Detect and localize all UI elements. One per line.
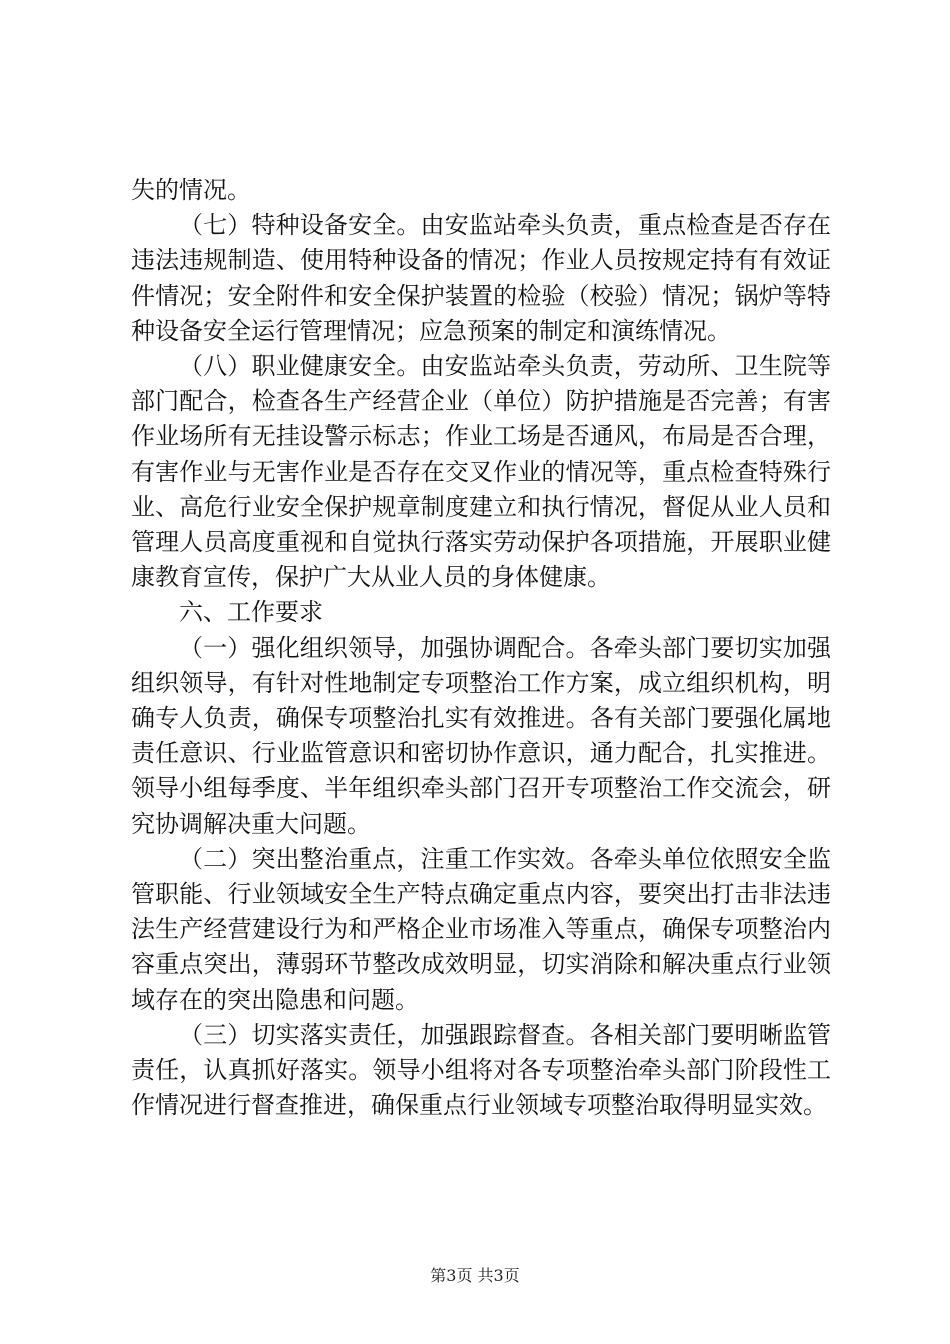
section-heading-work-requirements: 六、工作要求 xyxy=(179,598,323,627)
paragraph-key-rectification: （二）突出整治重点，注重工作实效。各牵头单位依照安全监管职能、行业领域安全生产特点确定重点内容，要突出打击非法违法生产经营建设行为和严格企业市场准入等重点，确保专项整治内容重点突出，薄弱环节整改成效明显，切实消除和解决重点行业领域存在的突出隐患和问题。 xyxy=(131,844,831,1014)
paragraph-special-equipment-safety: （七）特种设备安全。由安监站牵头负责，重点检查是否存在违法违规制造、使用特种设备的情况；作业人员按规定持有有效证件情况；安全附件和安全保护装置的检验（校验）情况；锅炉等特种设备安全运行管理情况；应急预案的制定和演练情况。 xyxy=(131,211,831,345)
paragraph-continuation: 失的情况。 xyxy=(131,176,251,204)
paragraph-occupational-health-safety: （八）职业健康安全。由安监站牵头负责，劳动所、卫生院等部门配合，检查各生产经营企业（单位）防护措施是否完善；有害作业场所有无挂设警示标志；作业工场是否通风，布局是否合理，有害作业与无害作业是否存在交叉作业的情况等，重点检查特殊行业、高危行业安全保护规章制度建立和执行情况，督促从业人员和管理人员高度重视和自觉执行落实劳动保护各项措施，开展职业健康教育宣传，保护广大从业人员的身体健康。 xyxy=(131,352,831,592)
page-number-footer: 第3页 共3页 xyxy=(430,1266,520,1285)
paragraph-organization-leadership: （一）强化组织领导，加强协调配合。各牵头部门要切实加强组织领导，有针对性地制定专项整治工作方案，成立组织机构，明确专人负责，确保专项整治扎实有效推进。各有关部门要强化属地责任意识、行业监管意识和密切协作意识，通力配合，扎实推进。领导小组每季度、半年组织牵头部门召开专项整治工作交流会，研究协调解决重大问题。 xyxy=(131,633,831,838)
paragraph-responsibility-supervision: （三）切实落实责任，加强跟踪督查。各相关部门要明晰监管责任，认真抓好落实。领导小组将对各专项整治牵头部门阶段性工作情况进行督查推进，确保重点行业领域专项整治取得明显实效。 xyxy=(131,1020,831,1120)
document-body xyxy=(131,173,831,1123)
